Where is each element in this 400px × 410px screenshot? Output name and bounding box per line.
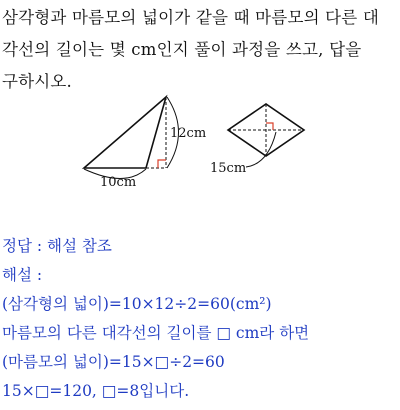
explanation-line: 15×□=120, □=8입니다. [2, 382, 190, 400]
explanation-heading: 해설 : [2, 266, 43, 284]
explanation-line: 마름모의 다른 대각선의 길이를 □ cm라 하면 [2, 324, 310, 342]
triangle-height-label: 12cm [170, 126, 207, 141]
question-text [2, 2, 398, 98]
right-angle-mark [158, 160, 166, 168]
question-line: 삼각형과 마름모의 넓이가 같을 때 마름모의 다른 대 [2, 8, 380, 27]
diagonal-leader-line [246, 132, 276, 167]
question-line: 각선의 길이는 몇 cm인지 풀이 과정을 쓰고, 답을 [2, 40, 362, 59]
question-line: 구하시오. [2, 72, 73, 91]
answer-section [2, 232, 398, 406]
answer-heading: 정답 : 해설 참조 [2, 237, 112, 255]
triangle [84, 97, 166, 168]
triangle-base-label: 10cm [100, 175, 137, 190]
geometry-figure [0, 92, 400, 202]
explanation-line: (마름모의 넓이)=15×□÷2=60 [2, 353, 225, 371]
rhombus-right-angle-mark [266, 123, 273, 130]
explanation-line: (삼각형의 넓이)=10×12÷2=60(cm²) [2, 295, 272, 313]
figure-svg [0, 92, 400, 202]
rhombus-diagonal-label: 15cm [210, 161, 247, 176]
